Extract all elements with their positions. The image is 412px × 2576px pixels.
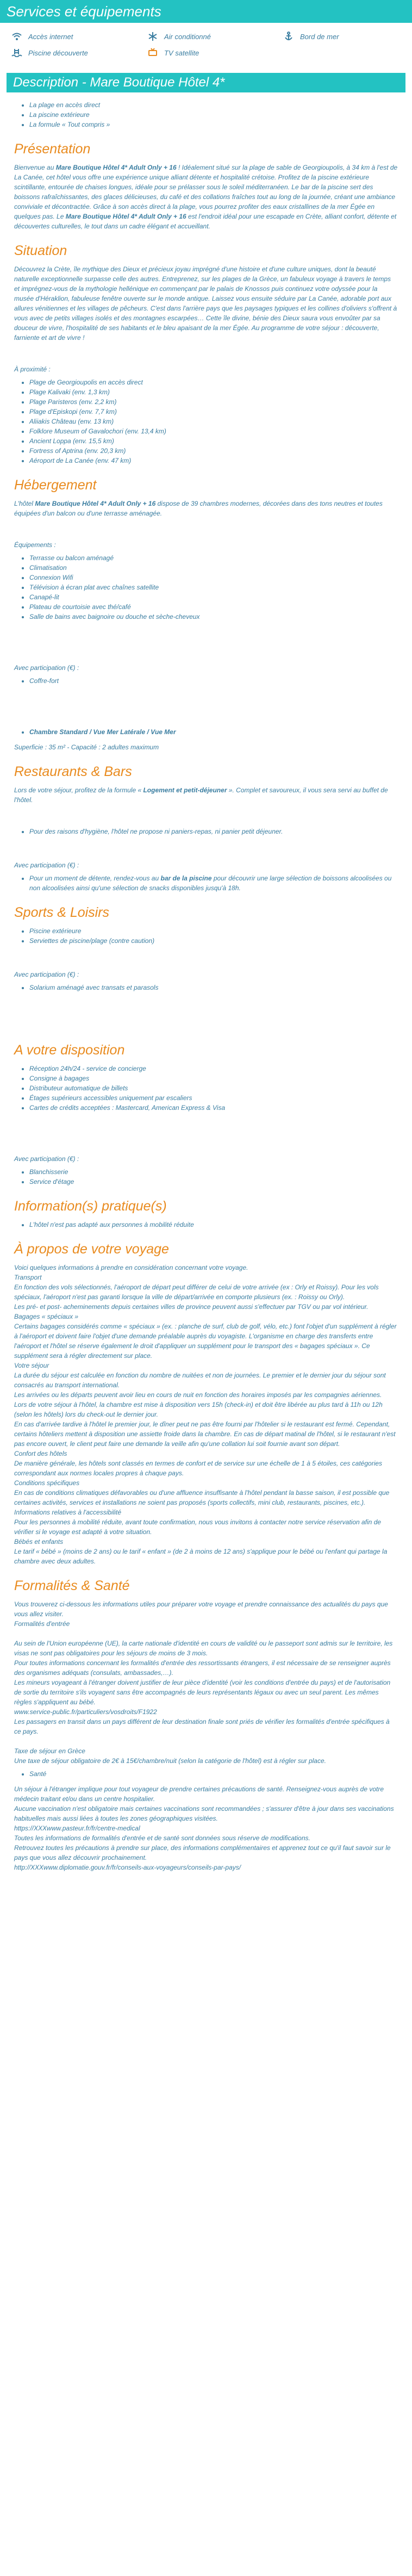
formalites-line: Les passagers en transit dans un pays différent de leur destination finale sont priés de vérifier les formalités d'entrée spécifiques à ce pays. [14, 1718, 390, 1735]
list-item: • La piscine extérieure [29, 110, 398, 120]
list-item: • Plage Kalivaki (env. 1,3 km) [29, 387, 398, 397]
text-run: dispose de 39 chambres modernes, décorées dans des tons neutres et toutes équipées d'un balcon ou d'une terrasse aménagée. [14, 500, 383, 517]
apropos-line: De manière générale, les hôtels sont classés en termes de confort et de service sur une échelle de 1 à 5 étoiles, ces catégories correspondant aux normes locales propres à chaque pays. [14, 1460, 383, 1477]
sante-line: Retrouvez toutes les précautions à prendre sur place, des informations complémentaires et apprenez tout ce qu'il faut savoir sur le pays que vous allez découvrir prochainement. [14, 1844, 391, 1861]
sante-line: Aucune vaccination n'est obligatoire mais certaines vaccinations sont recommandées ; s'assurer d'être à jour dans ses vaccinations habituelles mais aussi liées à toutes les zones géographiques visitées. [14, 1805, 394, 1822]
presentation-paragraph [14, 163, 398, 231]
sante-line: Un séjour à l'étranger implique pour tout voyageur de prendre certaines précautions de santé. Renseignez-vous auprès de votre médecin traitant et/ou dans un centre hospitalier. [14, 1785, 384, 1803]
list-item: • Étages supérieurs accessibles uniquement par escaliers [29, 1093, 398, 1103]
formalites-line: Taxe de séjour en Grèce [14, 1747, 85, 1755]
formalites-link[interactable]: www.service-public.fr/particuliers/vosdroits/F1922 [14, 1708, 157, 1716]
apropos-line: En cas de conditions climatiques défavorables ou d'une affluence insuffisante à l'hôtel pendant la basse saison, il est possible que certaines activités, services et installations ne soient pas proposés (sports collectifs, mini club, restaurants, piscines, etc.). [14, 1489, 390, 1506]
option-label: Avec participation (€) : [14, 1155, 79, 1163]
list-item: • Service d'étage [29, 1177, 398, 1187]
apropos-line: Les pré- et post- acheminements depuis certaines villes de province peuvent aussi s'effectuer par TGV ou par vol intérieur. [14, 1303, 369, 1311]
service-label: Air conditionné [164, 32, 211, 41]
sports-option-list [14, 983, 398, 992]
apropos-line: En cas d'arrivée tardive à l'hôtel le premier jour, le dîner peut ne pas être fourni par l'hôtelier si le restaurant est fermé. Cependant, certains hôteliers mettent à disposition une assiette froide dans la chambre. En cas de départ matinal de l'hôtel, si le restaurant n'est pas encore ouvert, le client peut faire une demande la veille afin qu'une collation lui soit fournie avant son départ. [14, 1420, 396, 1448]
list-item: • Plage d'Episkopi (env. 7,7 km) [29, 407, 398, 417]
list-item: • Blanchisserie [29, 1167, 398, 1177]
apropos-line: Votre séjour [14, 1362, 49, 1369]
text-run: ». Complet et savoureux, il vous sera servi au buffet de l'hôtel. [14, 786, 388, 804]
service-item-aircon [142, 32, 278, 41]
apropos-body [14, 1263, 398, 1566]
formalites-line [14, 1736, 398, 1746]
list-item: • Cartes de crédits acceptées : Mastercard, American Express & Visa [29, 1103, 398, 1113]
service-label: Bord de mer [300, 32, 339, 41]
sports-list [14, 926, 398, 946]
apropos-line: Les arrivées ou les départs peuvent avoir lieu en cours de nuit en fonction des horaires imposés par les compagnies aériennes. [14, 1391, 382, 1399]
sante-line: Toutes les informations de formalités d'entrée et de santé sont données sous réserve de modifications. [14, 1834, 310, 1842]
hebergement-title: Hébergement [14, 477, 97, 493]
formalites-title: Formalités & Santé [14, 1578, 130, 1593]
satellite-icon [147, 48, 159, 58]
list-item: • Aéroport de La Canée (env. 47 km) [29, 456, 398, 465]
formalites-body [14, 1599, 398, 1872]
apropos-line: Conditions spécifiques [14, 1479, 80, 1487]
infos-list [14, 1220, 398, 1230]
list-item: • Folklore Museum of Gavalochori (env. 13,4 km) [29, 426, 398, 436]
restaurants-paragraph [14, 785, 398, 805]
presentation-title: Présentation [14, 141, 91, 157]
restaurants-title: Restaurants & Bars [14, 764, 132, 779]
bar-list [14, 873, 398, 893]
apropos-line: Voici quelques informations à prendre en considération concernant votre voyage. [14, 1264, 248, 1271]
apropos-line: En fonction des vols sélectionnés, l'aéroport de départ peut différer de celui de votre arrivée (ex : Orly et Roissy). Pour les vols spéciaux, l'aéroport n'est pas garanti lorsque la ville de départ/arrivée en comporte plusieurs (ex. : Roissy ou Orly). [14, 1283, 379, 1301]
intro-list [14, 100, 398, 129]
apropos-line: Bébés et enfants [14, 1538, 64, 1545]
restaurants-list [14, 827, 398, 836]
disposition-title: A votre disposition [14, 1042, 125, 1058]
sante-link[interactable]: http://XXXwww.diplomatie.gouv.fr/fr/conseils-aux-voyageurs/conseils-par-pays/ [14, 1864, 241, 1871]
formalites-line: Les mineurs voyageant à l'étranger doivent justifier de leur pièce d'identité (voir les conditions d'entrée du pays) et de l'autorisation de sortie du territoire s'ils voyagent sans être accompagnés de leurs représentants légaux ou avec un seul parent. Les mêmes règles s'appliquent au bébé. [14, 1679, 391, 1706]
service-label: Accès internet [28, 32, 73, 41]
apropos-line: Certains bagages considérés comme « spéciaux » (ex. : planche de surf, club de golf, vélo, etc.) font l'objet d'un supplément à régler à l'aéroport et doivent faire l'objet d'une demande préalable auprès du voyagiste. L'organisme en charge des transferts entre l'aéroport et l'hôtel se réserve également le droit d'appliquer un supplément pour le transport des « bagages spéciaux ». Ce supplément sera à régler directement sur place. [14, 1323, 397, 1360]
proximity-list [14, 377, 398, 465]
service-item-internet [7, 32, 142, 41]
list-item: • Piscine extérieure [29, 926, 398, 936]
formalites-line: Au sein de l'Union européenne (UE), la carte nationale d'identité en cours de validité ou le passeport sont admis sur le territoire, les visas ne sont pas obligatoires pour les séjours de moins de 3 mois. [14, 1640, 393, 1657]
service-label: Piscine découverte [28, 48, 88, 57]
text-run: est l'endroit idéal pour une escapade en Crète, alliant confort, détente et découvertes culturelles, le tout dans un cadre élégant et accueillant. [14, 213, 397, 230]
list-item: • Aliiakis Château (env. 13 km) [29, 417, 398, 426]
sports-title: Sports & Loisirs [14, 905, 110, 920]
list-item: • Pour des raisons d'hygiène, l'hôtel ne propose ni paniers-repas, ni panier petit déjeuner. [29, 827, 398, 836]
snowflake-icon [147, 32, 159, 41]
list-item: • La formule « Tout compris » [29, 120, 398, 129]
hebergement-paragraph [14, 499, 398, 518]
pool-icon [11, 48, 23, 58]
services-grid [0, 23, 412, 63]
formalites-line [14, 1629, 398, 1638]
list-item: • Plateau de courtoisie avec thé/café [29, 602, 398, 612]
sante-link[interactable]: https://XXXwww.pasteur.fr/fr/centre-medical [14, 1824, 140, 1832]
room-list [14, 727, 398, 737]
list-item: • Réception 24h/24 - service de concierge [29, 1064, 398, 1073]
option-label: Avec participation (€) : [14, 971, 79, 978]
equipment-label: Équipements : [14, 541, 56, 549]
services-section-header: Services et équipements [0, 0, 412, 23]
text-run: pour découvrir une large sélection de boissons alcoolisées ou non alcoolisées ainsi qu'une sélection de snacks disponibles jusqu'à 18h. [29, 874, 392, 892]
list-item: • Solarium aménagé avec transats et parasols [29, 983, 398, 992]
formalites-line: Vous trouverez ci-dessous les informations utiles pour préparer votre voyage et prendre connaissance des actualités du pays que vous allez visiter. [14, 1600, 388, 1618]
apropos-line: Lors de votre séjour à l'hôtel, la chambre est mise à disposition vers 15h (check-in) et doit être libérée au plus tard à 11h ou 12h (selon les hôtels) lors du check-out le dernier jour. [14, 1401, 383, 1418]
apropos-line: Pour les personnes à mobilité réduite, avant toute confirmation, nous vous invitons à contacter notre service réservation afin de vérifier si le voyage est adapté à votre situation. [14, 1518, 382, 1536]
apropos-line: Bagages « spéciaux » [14, 1313, 79, 1320]
text-run: Bienvenue au [14, 164, 56, 171]
apropos-line: Transport [14, 1274, 42, 1281]
list-item: • Distributeur automatique de billets [29, 1083, 398, 1093]
option-label: Avec participation (€) : [14, 664, 79, 672]
bar-name: bar de la piscine [160, 874, 212, 882]
apropos-line: Informations relatives à l'accessibilité [14, 1509, 122, 1516]
hotel-name: Mare Boutique Hôtel 4* Adult Only + 16 [65, 213, 186, 220]
apropos-line: Le tarif « bébé » (moins de 2 ans) ou le tarif « enfant » (de 2 à moins de 12 ans) s'applique pour le bébé ou l'enfant qui partage la chambre avec deux adultes. [14, 1548, 388, 1565]
list-item: • Santé [29, 1769, 398, 1779]
infos-title: Information(s) pratique(s) [14, 1199, 167, 1214]
list-item: • Ancient Loppa (env. 15,5 km) [29, 436, 398, 446]
anchor-icon [283, 32, 295, 41]
list-item: • Connexion Wifi [29, 573, 398, 582]
list-item: • Terrasse ou balcon aménagé [29, 553, 398, 563]
option-label: Avec participation (€) : [14, 861, 79, 869]
apropos-line: La durée du séjour est calculée en fonction du nombre de nuitées et non de journées. Le premier et le dernier jour du séjour sont consacrés au transport international. [14, 1371, 386, 1389]
disposition-option-list [14, 1167, 398, 1187]
text-run: Pour un moment de détente, rendez-vous au [29, 874, 161, 882]
hotel-name: Mare Boutique Hôtel 4* Adult Only + 16 [55, 164, 177, 171]
list-item: • Salle de bains avec baignoire ou douche et sèche-cheveux [29, 612, 398, 622]
formalites-line: Formalités d'entrée [14, 1620, 70, 1628]
formalites-line: Pour toutes informations concernant les formalités d'entrée des ressortissants étrangers, il est nécessaire de se renseigner auprès des organismes adéquats (consulats, ambassades,…). [14, 1659, 391, 1677]
list-item: • Plage de Georgioupolis en accès direct [29, 377, 398, 387]
list-item: • Plage Paristeros (env. 2,2 km) [29, 397, 398, 407]
proximity-label: À proximité : [14, 365, 51, 373]
service-item-pool [7, 48, 142, 58]
description-content [0, 92, 412, 1889]
hotel-name: Mare Boutique Hôtel 4* Adult Only + 16 [35, 500, 156, 507]
situation-title: Situation [14, 243, 67, 258]
service-label: TV satellite [164, 48, 199, 57]
sante-list [14, 1769, 398, 1779]
list-item: • L'hôtel n'est pas adapté aux personnes à mobilité réduite [29, 1220, 398, 1230]
apropos-title: À propos de votre voyage [14, 1242, 169, 1257]
description-section-header: Description - Mare Boutique Hôtel 4* [7, 73, 405, 92]
room-name: • Chambre Standard / Vue Mer Latérale / Vue Mer [29, 727, 398, 737]
list-item [29, 873, 398, 893]
option-list [14, 676, 398, 686]
wifi-icon [11, 32, 23, 41]
equipment-list [14, 553, 398, 622]
list-item: • Consigne à bagages [29, 1073, 398, 1083]
apropos-line: Confort des hôtels [14, 1450, 67, 1457]
list-item: • Serviettes de piscine/plage (contre caution) [29, 936, 398, 946]
service-item-seaside [278, 32, 409, 41]
room-info: Superficie : 35 m² - Capacité : 2 adultes maximum [14, 743, 159, 751]
board-name: Logement et petit-déjeuner [143, 786, 227, 794]
text-run: L'hôtel [14, 500, 35, 507]
list-item: • La plage en accès direct [29, 100, 398, 110]
list-item: • Climatisation [29, 563, 398, 573]
situation-paragraph: Découvrez la Crète, île mythique des Dieux et précieux joyau imprégné d'une histoire et d'une culture uniques, dont la beauté naturelle exceptionnelle surpasse celle des autres. Entreprenez, sur les plages de la Grèce, un fabuleux voyage à travers le temps et imprégnez-vous de la mythologie hellénique en commençant par le palais de Knossos puis continuez votre odyssée pour la musée d'Héraklion, fabuleuse fenêtre ouverte sur le monde antique. Laissez vous ensuite séduire par La Canée, adorable port aux allures vénitiennes et les villages de pêcheurs. C'est dans l'arrière pays que les paysages typiques et les collines d'oliviers s'offrent à vous avec de petits villages isolés et des montagnes escarpées… Cette île divine, bénie des Dieux saura vous envoûter par sa douceur de vivre, l'hospitalité de ses habitants et le bleu apaisant de la mer Égée. Au programme de votre séjour : découverte, farniente et art de vivre ! [14, 265, 397, 342]
disposition-list [14, 1064, 398, 1113]
list-item: • Fortress of Aptrina (env. 20,3 km) [29, 446, 398, 456]
text-run: ! Idéalement situé sur la plage de sable de Georgioupolis, à 34 km à l'est de La Canée, cet hôtel vous offre une expérience unique alliant détente et hospitalité crétoise. Profitez de la piscine extérieure scintillante, entourée de chaises longues, idéale pour se prélasser sous le soleil méditerranéen. Le bar de la piscine sert des boissons rafraîchissantes, des glaces délicieuses, du café et des collations fraîches tout au long de la journée, créant une ambiance conviviale et décontractée. Grâce à son accès direct à la plage, vous pourrez profiter des eaux cristallines de la mer Égée en quelques pas. Le [14, 164, 398, 220]
formalites-line: Une taxe de séjour obligatoire de 2€ à 15€/chambre/nuit (selon la catégorie de l'hôtel) est à régler sur place. [14, 1757, 326, 1765]
text-run: Lors de votre séjour, profitez de la formule « [14, 786, 143, 794]
list-item: • Télévision à écran plat avec chaînes satellite [29, 582, 398, 592]
service-item-tv [142, 48, 278, 58]
list-item: • Canapé-lit [29, 592, 398, 602]
list-item: • Coffre-fort [29, 676, 398, 686]
